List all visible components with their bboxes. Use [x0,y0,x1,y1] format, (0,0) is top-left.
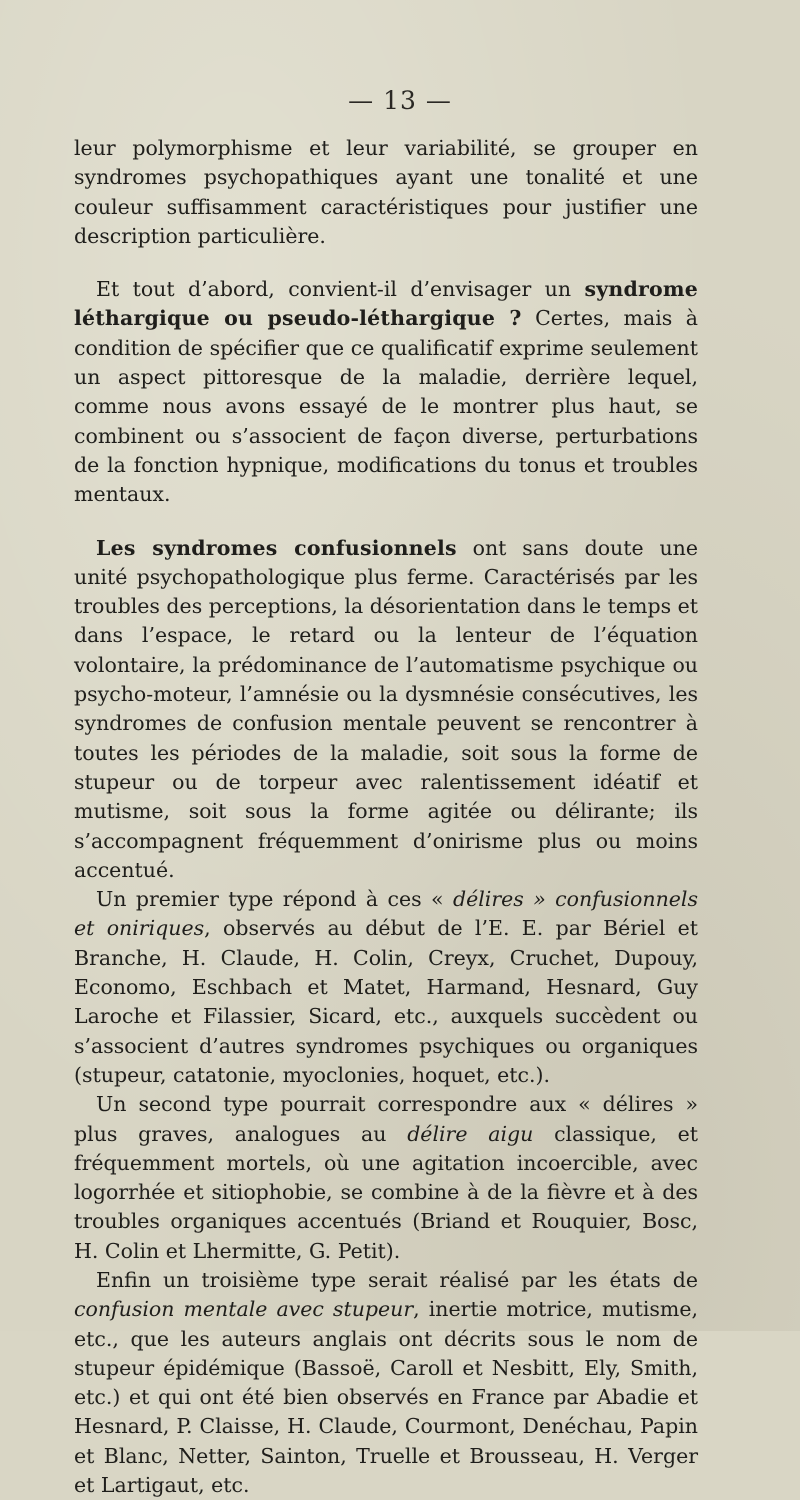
paragraph-2-lead: Et tout d’abord, convient-il d’envisager un [96,277,585,302]
paragraph-2-rest: Certes, mais à condition de spécifier que ce qualificatif exprime seulement un aspect pittoresque de la maladie, derrière lequel, comme nous avons essayé de le montrer plus haut, se combinent ou s’associent de façon diverse, perturbations de la fonction hypnique, modifications du tonus et troubles mentaux. [74,306,698,507]
body-text [74,134,698,1500]
bold-term-confusional-syndromes: Les syndromes confusionnels [96,535,457,560]
paragraph-5-rest: classique, et fréquemment mortels, où une agitation incoercible, avec logorrhée et sitiophobie, se combine à de la fièvre et à des troubles organiques accentués (Briand et Rouquier, Bosc, H. Colin et Lhermitte, G. Petit). [74,1121,698,1263]
page-number: — 13 — [348,86,452,115]
bold-term-lethargic-syndrome: syndrome léthargique ou pseudo-léthargique ? [74,277,698,331]
paragraph-5-lead: Un second type pourrait correspondre aux « délires » plus graves, analogues au [74,1092,698,1146]
paragraph-4-lead: Un premier type répond à ces « [96,887,453,912]
paragraph-gap [74,251,698,275]
paragraph-5 [74,1090,698,1266]
paragraph-6 [74,1266,698,1500]
paragraph-1: leur polymorphisme et leur variabilité, se grouper en syndromes psychopathiques ayant une tonalité et une couleur suffisamment caractéristiques pour justifier une description particulière. [74,136,698,248]
paragraph-2 [74,275,698,509]
paragraph-3 [74,534,698,886]
paragraph-3-rest: ont sans doute une unité psychopathologique plus ferme. Caractérisés par les troubles des perceptions, la désorientation dans le temps et dans l’espace, le retard ou la lenteur de l’équation volontaire, la prédominance de l’automatisme psychique ou psycho-moteur, l’amnésie ou la dysmnésie consécutives, les syndromes de confusion mentale peuvent se rencontrer à toutes les périodes de la maladie, soit sous la forme de stupeur ou de torpeur avec ralentissement idéatif et mutisme, soit sous la forme agitée ou délirante; ils s’accompagnent fréquemment d’onirisme plus ou moins accentué. [74,535,698,882]
paragraph-6-lead: Enfin un troisième type serait réalisé par les états de [96,1267,698,1292]
italic-term-confusional-delirium: délires » confusionnels et oniriques [74,887,698,941]
paragraph-4 [74,885,698,1090]
paragraph-6-rest: , inertie motrice, mutisme, etc., que les auteurs anglais ont décrits sous le nom de stupeur épidémique (Bassoë, Caroll et Nesbitt, Ely, Smith, etc.) et qui ont été bien observés en France par Abadie et Hesnard, P. Claisse, H. Claude, Courmont, Denéchau, Papin et Blanc, Netter, Sainton, Truelle et Brousseau, H. Verger et Lartigaut, etc. [74,1297,698,1498]
paragraph-gap [74,510,698,534]
paragraph-4-rest: , observés au début de l’E. E. par Bériel et Branche, H. Claude, H. Colin, Creyx, Cruchet, Dupouy, Economo, Eschbach et Matet, Harmand, Hesnard, Guy Laroche et Filassier, Sicard, etc., auxquels succèdent ou s’associent d’autres syndromes psychiques ou organiques (stupeur, catatonie, myoclonies, hoquet, etc.). [74,916,698,1087]
italic-term-acute-delirium: délire aigu [407,1121,534,1146]
italic-term-mental-confusion-stupor: confusion mentale avec stupeur [74,1297,414,1322]
